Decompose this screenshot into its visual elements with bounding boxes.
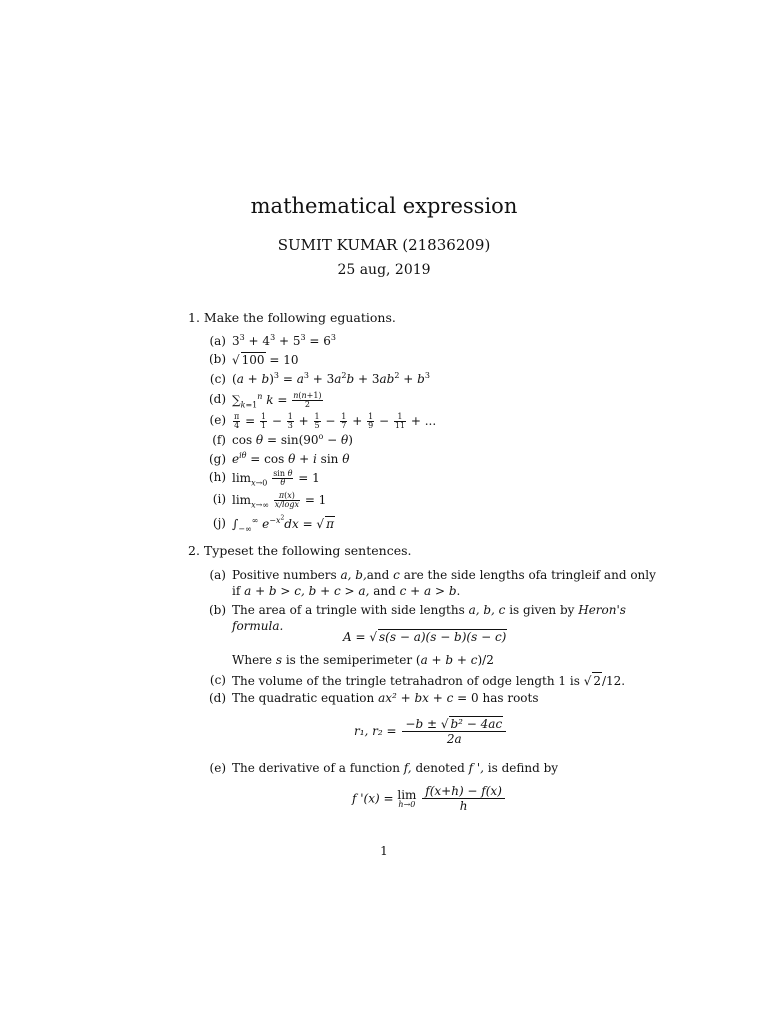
heron-lhs: A = [343, 630, 370, 644]
sentence-d-eq: ax² + bx + c [378, 691, 454, 705]
derivative-lhs: f '(x) = [352, 791, 398, 806]
item-label-b: (b) [208, 352, 226, 366]
item-label-g: (g) [208, 452, 226, 466]
item-label-2e: (e) [209, 761, 226, 775]
sentence-e-f: f, [403, 761, 412, 775]
quadratic-den: 2a [446, 732, 462, 747]
quadratic-formula: r₁, r₂ = $\frac{\text{−b ± √ b² − 4ac}}{2a}$ [354, 716, 508, 747]
item-label-d: (d) [208, 392, 226, 406]
equation-g: (g) $e^{i\theta} = \cos \theta + i$ sin θ [232, 452, 349, 466]
sentence-e-end: is defind by [483, 761, 559, 775]
sentence-b-heron: Heron's [578, 603, 626, 617]
where-s: s [275, 653, 282, 667]
item-label-f: (f) [212, 433, 226, 447]
equation-d: (d) $\sum_{k=1}^n$ k = $\frac{n(n+1)}{2}$ [232, 392, 324, 409]
quadratic-num: −b ± [405, 717, 441, 731]
section-1-title: Make the following eguations. [203, 310, 396, 325]
where-start: Where [232, 653, 276, 667]
derivative-formula [352, 784, 507, 814]
sentence-c-end: /12. [601, 674, 626, 688]
equation-b: (b) √ 100 = 10 [232, 352, 299, 367]
sentence-e [209, 760, 559, 776]
sentence-a-text: Positive numbers [232, 568, 341, 582]
where-mid: is the semiperimeter ( [282, 653, 421, 667]
equation-c: (c) $(a + b)^3 = a^3 + 3a^2b + 3ab^2 + b^3$ [232, 372, 430, 386]
section-2-heading [188, 543, 412, 558]
page-number: 1 [380, 844, 388, 858]
sentence-a-and: and [366, 568, 394, 582]
item-label-i: (i) [212, 492, 226, 506]
page-title: mathematical expression [250, 194, 518, 218]
item-label-e: (e) [209, 413, 226, 427]
sentence-a-c: c [393, 568, 400, 582]
derivative-den: h [459, 799, 468, 814]
sentence-a-math2: c + a > b [399, 584, 457, 598]
item-label-j: (j) [212, 516, 226, 530]
sentence-c: (c) The volume of the tringle tetrahadron of odge length 1 is √ 2/12. [232, 672, 625, 689]
heron-root: s(s − a)(s − b)(s − c) [379, 630, 507, 644]
derivative-lim-under: h→0 [398, 799, 416, 809]
section-1-heading [188, 310, 396, 325]
sentence-c-root: 2 [593, 674, 601, 688]
sentence-d-text: The quadratic equation [232, 691, 379, 705]
sentence-b-mid: is given by [505, 603, 579, 617]
sentence-e-text: The derivative of a function [232, 761, 404, 775]
sentence-a-vars: a, b, [340, 568, 367, 582]
section-2-number: 2. [188, 543, 200, 558]
item-label-2b: (b) [208, 603, 226, 617]
sentence-a [209, 567, 656, 599]
date-line: 25 aug, 2019 [337, 262, 431, 278]
equation-f: (f) $\cos \theta = \sin(90^o - \theta)$ [232, 433, 353, 447]
item-label-a: (a) [209, 334, 226, 348]
section-1-number: 1. [188, 310, 200, 325]
item-label-c: (c) [209, 372, 226, 386]
sentence-b-formula-word: formula. [232, 619, 284, 633]
quadratic-lhs: r₁, r₂ = [354, 723, 401, 738]
author-line: SUMIT KUMAR (21836209) [277, 236, 491, 254]
equation-h: (h) $\lim_{x\to 0}$ $\frac{\text{sin θ}}{\theta}$ = 1 [232, 470, 320, 487]
sentence-a-math: a + b > c, b + c > a, [244, 584, 370, 598]
sentence-a-end: are the side lengths ofa tringleif and only [399, 568, 656, 582]
equation-e: (e) $\frac{\pi}{4}$ = $\frac{1}{1}$ − $\frac{1}{3}$ + $\frac{1}{5}$ − $\frac{1}{7}$ + $\frac{1}{9}$ − $\frac{1}{11}$ + ... [232, 413, 436, 430]
sentence-b-vars: a, b, c [468, 603, 506, 617]
sentence-b-text: The area of a tringle with side lengths [232, 603, 469, 617]
equation-a: (a) $3^3 + 4^3 + 5^3 = 6^3$ [232, 334, 336, 348]
item-label-2c: (c) [209, 673, 226, 687]
quadratic-root: b² − 4ac [450, 717, 503, 731]
sentence-a-if: if [232, 584, 245, 598]
item-label-2d: (d) [208, 691, 226, 705]
where-expr: a + b + c [420, 653, 478, 667]
sentence-d [208, 690, 539, 706]
item-label-2a: (a) [209, 568, 226, 582]
sentence-a-period: . [456, 584, 461, 598]
derivative-lim: lim [397, 787, 417, 802]
equation-i: (i) $\lim_{x\to\infty}$ $\frac{\pi(x)}{x/\log x}$ = 1 [232, 492, 326, 509]
semiperimeter-note [232, 652, 494, 668]
sentence-a-and2: and [369, 584, 400, 598]
sentence-c-text: The volume of the tringle tetrahadron of odge length 1 is [232, 674, 584, 688]
section-2-title: Typeset the following sentences. [203, 543, 412, 558]
sentence-e-fprime: f ', [468, 761, 484, 775]
sentence-d-end: = 0 has roots [453, 691, 539, 705]
derivative-num: f(x+h) − f(x) [422, 784, 505, 799]
where-end: )/2 [477, 653, 494, 667]
sentence-e-mid: denoted [411, 761, 469, 775]
heron-formula: A = √ s(s − a)(s − b)(s − c) [343, 630, 507, 644]
item-label-h: (h) [208, 470, 226, 484]
equation-j: (j) $\int_{-\infty}^\infty$ $e^{-x^2}dx$ = √ π [232, 516, 335, 531]
